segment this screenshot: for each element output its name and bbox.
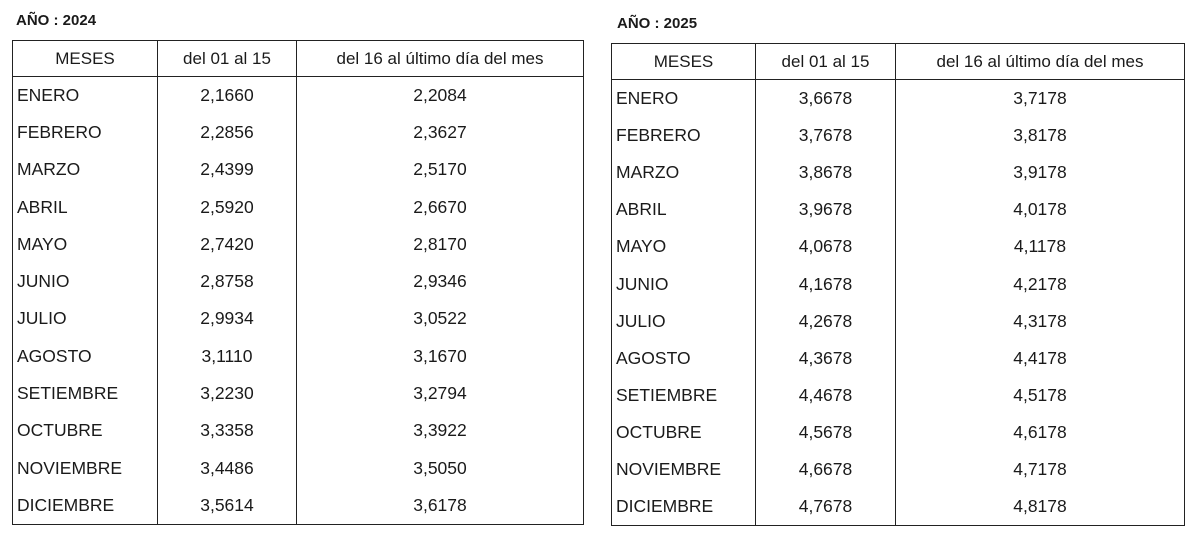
first-half-value: 2,1660 <box>158 77 297 114</box>
first-half-value: 3,6678 <box>756 80 896 117</box>
month-cell: OCTUBRE <box>13 412 158 449</box>
column-header-first-half: del 01 al 15 <box>158 41 297 77</box>
table-row <box>612 489 1185 526</box>
month-cell: NOVIEMBRE <box>13 449 158 486</box>
month-cell: MAYO <box>13 226 158 263</box>
first-half-value: 3,3358 <box>158 412 297 449</box>
table-row <box>13 77 584 114</box>
first-half-value: 4,4678 <box>756 377 896 414</box>
table-row <box>612 191 1185 228</box>
column-header-months: MESES <box>13 41 158 77</box>
second-half-value: 4,3178 <box>896 303 1185 340</box>
table-row <box>13 226 584 263</box>
first-half-value: 4,5678 <box>756 414 896 451</box>
second-half-value: 3,8178 <box>896 117 1185 154</box>
table-row <box>612 451 1185 488</box>
second-half-value: 2,2084 <box>297 77 584 114</box>
column-header-months: MESES <box>612 44 756 80</box>
column-header-second-half: del 16 al último día del mes <box>896 44 1185 80</box>
table-row <box>612 265 1185 302</box>
first-half-value: 3,4486 <box>158 449 297 486</box>
table-row <box>13 412 584 449</box>
second-half-value: 2,6670 <box>297 188 584 225</box>
month-cell: ABRIL <box>612 191 756 228</box>
first-half-value: 4,2678 <box>756 303 896 340</box>
first-half-value: 3,5614 <box>158 487 297 524</box>
table-row <box>13 151 584 188</box>
month-cell: FEBRERO <box>612 117 756 154</box>
table-row <box>13 375 584 412</box>
table-row <box>13 487 584 524</box>
month-cell: ABRIL <box>13 188 158 225</box>
table-row <box>13 338 584 375</box>
second-half-value: 2,8170 <box>297 226 584 263</box>
month-cell: ENERO <box>13 77 158 114</box>
month-cell: ENERO <box>612 80 756 117</box>
first-half-value: 3,2230 <box>158 375 297 412</box>
month-cell: MARZO <box>13 151 158 188</box>
month-cell: JULIO <box>13 300 158 337</box>
rates-table-2025 <box>611 43 1185 526</box>
month-cell: DICIEMBRE <box>13 487 158 524</box>
month-cell: SETIEMBRE <box>612 377 756 414</box>
first-half-value: 3,8678 <box>756 154 896 191</box>
second-half-value: 3,7178 <box>896 80 1185 117</box>
first-half-value: 3,9678 <box>756 191 896 228</box>
month-cell: JULIO <box>612 303 756 340</box>
table-row <box>612 340 1185 377</box>
table-row <box>13 300 584 337</box>
second-half-value: 3,1670 <box>297 338 584 375</box>
month-cell: SETIEMBRE <box>13 375 158 412</box>
first-half-value: 4,0678 <box>756 228 896 265</box>
second-half-value: 4,8178 <box>896 489 1185 526</box>
month-cell: MARZO <box>612 154 756 191</box>
rates-table-2024 <box>12 40 584 525</box>
table-row <box>13 449 584 486</box>
table-row <box>13 263 584 300</box>
first-half-value: 2,4399 <box>158 151 297 188</box>
second-half-value: 4,0178 <box>896 191 1185 228</box>
month-cell: JUNIO <box>612 265 756 302</box>
table-body-2024 <box>13 77 584 525</box>
month-cell: AGOSTO <box>13 338 158 375</box>
first-half-value: 2,8758 <box>158 263 297 300</box>
second-half-value: 3,5050 <box>297 449 584 486</box>
month-cell: JUNIO <box>13 263 158 300</box>
table-header-row <box>13 41 584 77</box>
first-half-value: 2,5920 <box>158 188 297 225</box>
second-half-value: 3,9178 <box>896 154 1185 191</box>
month-cell: OCTUBRE <box>612 414 756 451</box>
table-row <box>612 414 1185 451</box>
table-body-2025 <box>612 80 1185 526</box>
first-half-value: 2,7420 <box>158 226 297 263</box>
second-half-value: 2,5170 <box>297 151 584 188</box>
second-half-value: 4,1178 <box>896 228 1185 265</box>
first-half-value: 2,9934 <box>158 300 297 337</box>
table-row <box>612 377 1185 414</box>
second-half-value: 4,6178 <box>896 414 1185 451</box>
year-title-2025: AÑO : 2025 <box>617 15 698 32</box>
second-half-value: 3,3922 <box>297 412 584 449</box>
second-half-value: 3,2794 <box>297 375 584 412</box>
second-half-value: 2,9346 <box>297 263 584 300</box>
table-row <box>612 154 1185 191</box>
column-header-first-half: del 01 al 15 <box>756 44 896 80</box>
table-row <box>612 80 1185 117</box>
month-cell: AGOSTO <box>612 340 756 377</box>
table-row <box>13 188 584 225</box>
month-cell: FEBRERO <box>13 114 158 151</box>
first-half-value: 4,6678 <box>756 451 896 488</box>
table-row <box>13 114 584 151</box>
first-half-value: 3,1110 <box>158 338 297 375</box>
first-half-value: 4,7678 <box>756 489 896 526</box>
first-half-value: 3,7678 <box>756 117 896 154</box>
table-header-row <box>612 44 1185 80</box>
year-title-2024: AÑO : 2024 <box>16 12 97 29</box>
second-half-value: 4,2178 <box>896 265 1185 302</box>
second-half-value: 2,3627 <box>297 114 584 151</box>
second-half-value: 3,6178 <box>297 487 584 524</box>
table-row <box>612 303 1185 340</box>
first-half-value: 4,1678 <box>756 265 896 302</box>
month-cell: NOVIEMBRE <box>612 451 756 488</box>
first-half-value: 4,3678 <box>756 340 896 377</box>
second-half-value: 4,7178 <box>896 451 1185 488</box>
column-header-second-half: del 16 al último día del mes <box>297 41 584 77</box>
month-cell: MAYO <box>612 228 756 265</box>
table-row <box>612 117 1185 154</box>
month-cell: DICIEMBRE <box>612 489 756 526</box>
table-row <box>612 228 1185 265</box>
first-half-value: 2,2856 <box>158 114 297 151</box>
second-half-value: 4,4178 <box>896 340 1185 377</box>
second-half-value: 3,0522 <box>297 300 584 337</box>
second-half-value: 4,5178 <box>896 377 1185 414</box>
